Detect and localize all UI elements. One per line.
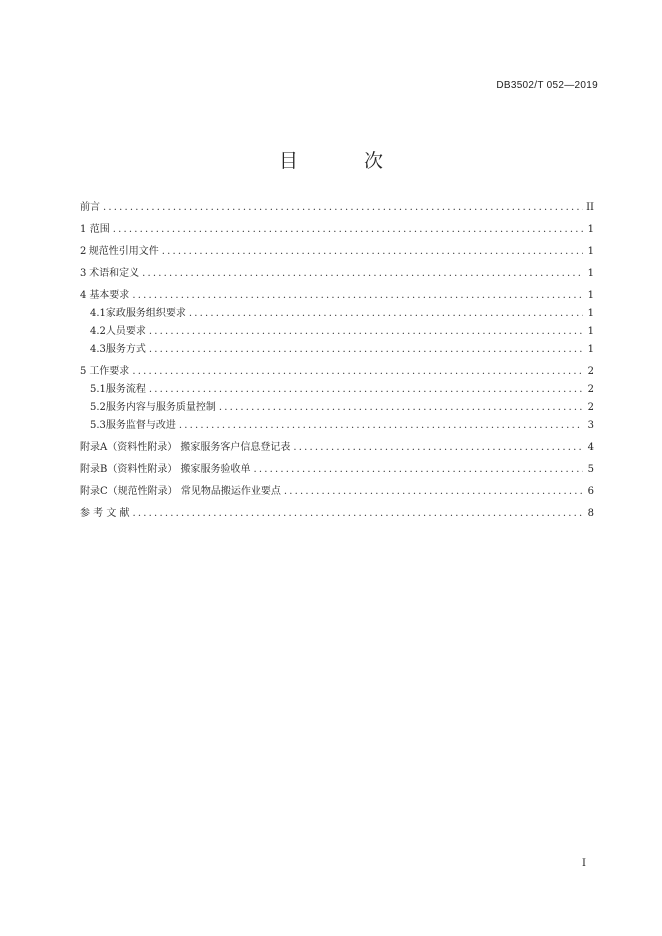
- toc-entry-appendix-b[interactable]: [80, 460, 594, 479]
- toc-entry-1[interactable]: [80, 220, 594, 239]
- toc-entry-number: 5.1: [90, 384, 106, 395]
- toc-leader-dots: [149, 323, 583, 341]
- toc-leader-dots: [284, 482, 583, 501]
- toc-entry-number: 1: [80, 224, 87, 235]
- toc-entry-number: 4.1: [90, 308, 106, 319]
- toc-entry-page: 1: [587, 268, 594, 279]
- toc-entry-page: 1: [587, 290, 594, 301]
- toc-entry-label: 附录C（规范性附录） 常见物品搬运作业要点: [80, 486, 281, 497]
- toc-entry-label: 前言: [80, 202, 100, 213]
- toc-entry-label: 附录B（资料性附录） 搬家服务验收单: [80, 464, 251, 475]
- toc-entry-4-2[interactable]: [80, 323, 594, 341]
- toc-entry-label: 基本要求: [89, 290, 130, 301]
- toc-entry-page: 6: [587, 486, 594, 497]
- toc-entry-label: 人员要求: [105, 326, 146, 337]
- toc-entry-number: 2: [80, 246, 87, 257]
- toc-leader-dots: [132, 286, 583, 305]
- toc-entry-page: 2: [587, 384, 594, 395]
- toc-entry-page: 1: [587, 344, 594, 355]
- toc-leader-dots: [179, 417, 583, 435]
- toc-entry-number: 4.3: [90, 344, 106, 355]
- toc-leader-dots: [142, 264, 583, 283]
- toc-entry-4[interactable]: [80, 286, 594, 305]
- toc-entry-page: 5: [587, 464, 594, 475]
- toc-leader-dots: [103, 198, 583, 217]
- toc-entry-4-3[interactable]: [80, 341, 594, 359]
- toc-entry-references[interactable]: [80, 504, 594, 523]
- toc-entry-number: 3: [80, 268, 87, 279]
- toc-leader-dots: [162, 242, 583, 261]
- toc-entry-label: 服务方式: [105, 344, 146, 355]
- toc-entry-number: 5.2: [90, 402, 106, 413]
- toc-entry-page: 4: [587, 442, 594, 453]
- toc-entry-page: 1: [587, 224, 594, 235]
- toc-entry-5-1[interactable]: [80, 381, 594, 399]
- toc-entry-appendix-c[interactable]: [80, 482, 594, 501]
- toc-entry-label: 工作要求: [89, 366, 130, 377]
- toc-entry-label: 参 考 文 献: [80, 508, 130, 519]
- toc-leader-dots: [293, 438, 583, 457]
- toc-entry-number: 4: [80, 290, 87, 301]
- toc-entry-5-2[interactable]: [80, 399, 594, 417]
- toc-entry-label: 附录A（资料性附录） 搬家服务客户信息登记表: [80, 442, 291, 453]
- toc-entry-page: 2: [587, 402, 594, 413]
- toc-entry-label: 规范性引用文件: [88, 246, 159, 257]
- toc-entry-5-3[interactable]: [80, 417, 594, 435]
- toc-entry-3[interactable]: [80, 264, 594, 283]
- toc-leader-dots: [219, 399, 583, 417]
- table-of-contents: [80, 198, 594, 523]
- toc-entry-label: 服务监督与改进: [105, 420, 176, 431]
- toc-entry-page: 2: [587, 366, 594, 377]
- toc-entry-page: 1: [587, 246, 594, 257]
- toc-entry-label: 范围: [89, 224, 110, 235]
- toc-entry-2[interactable]: [80, 242, 594, 261]
- toc-leader-dots: [113, 220, 583, 239]
- toc-leader-dots: [149, 381, 583, 399]
- toc-leader-dots: [189, 305, 583, 323]
- toc-entry-page: 1: [587, 308, 594, 319]
- toc-entry-label: 家政服务组织要求: [105, 308, 186, 319]
- toc-leader-dots: [149, 341, 583, 359]
- page-title: 目 次: [278, 150, 414, 172]
- toc-entry-page: 1: [587, 326, 594, 337]
- toc-entry-page: II: [586, 202, 594, 213]
- toc-entry-foreword[interactable]: [80, 198, 594, 217]
- document-code: DB3502/T 052—2019: [496, 80, 598, 91]
- toc-entry-5[interactable]: [80, 362, 594, 381]
- toc-entry-4-1[interactable]: [80, 305, 594, 323]
- toc-leader-dots: [254, 460, 583, 479]
- toc-entry-page: 3: [587, 420, 594, 431]
- toc-leader-dots: [132, 362, 583, 381]
- toc-entry-label: 服务内容与服务质量控制: [105, 402, 216, 413]
- toc-leader-dots: [133, 504, 583, 523]
- toc-entry-number: 5: [80, 366, 87, 377]
- toc-entry-appendix-a[interactable]: [80, 438, 594, 457]
- toc-entry-label: 术语和定义: [89, 268, 140, 279]
- toc-entry-number: 4.2: [90, 326, 106, 337]
- toc-entry-label: 服务流程: [105, 384, 146, 395]
- toc-entry-page: 8: [587, 508, 594, 519]
- page-number: I: [582, 858, 586, 869]
- toc-entry-number: 5.3: [90, 420, 106, 431]
